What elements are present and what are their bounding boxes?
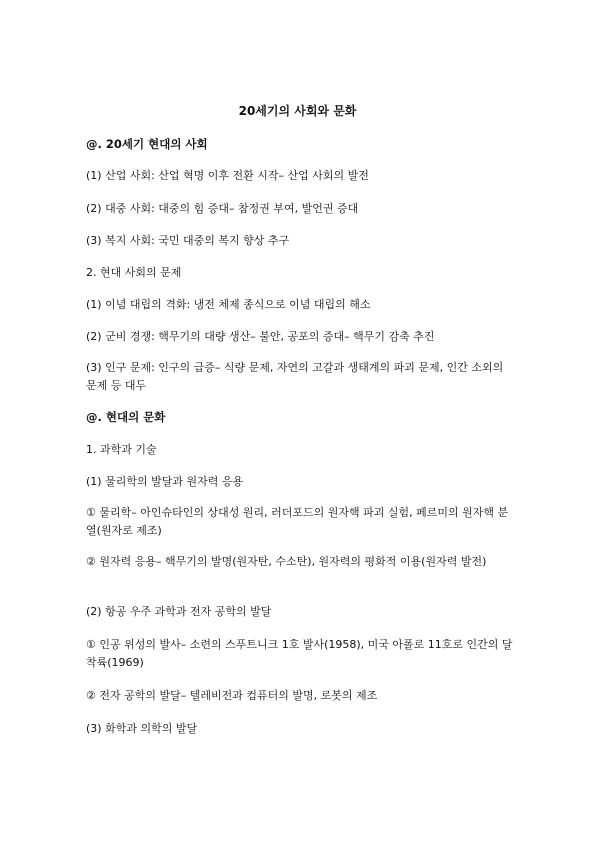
section-heading-society: @. 20세기 현대의 사회 [86, 137, 208, 151]
paragraph-ideology: (1) 이념 대립의 격화: 냉전 체제 종식으로 이념 대립의 해소 [86, 298, 371, 311]
subheading-science-tech: 1. 과학과 기술 [86, 443, 157, 456]
paragraph-welfare-society: (3) 복지 사회: 국민 대중의 복지 향상 추구 [86, 234, 290, 247]
paragraph-mass-society: (2) 대중 사회: 대중의 힘 증대– 참정권 부여, 발언권 증대 [86, 202, 359, 215]
paragraph-industrial-society: (1) 산업 사회: 산업 혁명 이후 전환 시작– 산업 사회의 발전 [86, 169, 369, 182]
paragraph-physics-detail: ① 물리학– 아인슈타인의 상대성 원리, 러더포드의 원자핵 파괴 실험, 페르미의 원자핵 분열(원자로 제조) [86, 506, 509, 537]
paragraph-arms-race: (2) 군비 경쟁: 핵무기의 대량 생산– 불안, 공포의 증대– 핵무기 감축 추진 [86, 330, 435, 343]
paragraph-electronics: ② 전자 공학의 발달– 텔레비전과 컴퓨터의 발명, 로봇의 제조 [86, 689, 378, 702]
paragraph-physics: (1) 물리학의 발달과 원자력 응용 [86, 475, 244, 488]
paragraph-aerospace: (2) 항공 우주 과학과 전자 공학의 발달 [86, 605, 272, 618]
paragraph-satellite: ① 인공 위성의 발사– 소련의 스푸트니크 1호 발사(1958), 미국 아폴로 11호로 인간의 달 착륙(1969) [86, 638, 513, 669]
paragraph-population: (3) 인구 문제: 인구의 급증– 식량 문제, 자연의 고갈과 생태계의 파괴 문제, 인간 소외의 문제 등 대두 [86, 361, 504, 392]
document-title: 20세기의 사회와 문화 [238, 104, 357, 118]
paragraph-nuclear-application: ② 원자력 응용– 핵무기의 발명(원자탄, 수소탄), 원자력의 평화적 이용(원자력 발전) [86, 555, 487, 568]
paragraph-chemistry-medicine: (3) 화학과 의학의 발달 [86, 722, 198, 735]
subheading-modern-problems: 2. 현대 사회의 문제 [86, 266, 182, 279]
section-heading-culture: @. 현대의 문화 [86, 410, 166, 424]
